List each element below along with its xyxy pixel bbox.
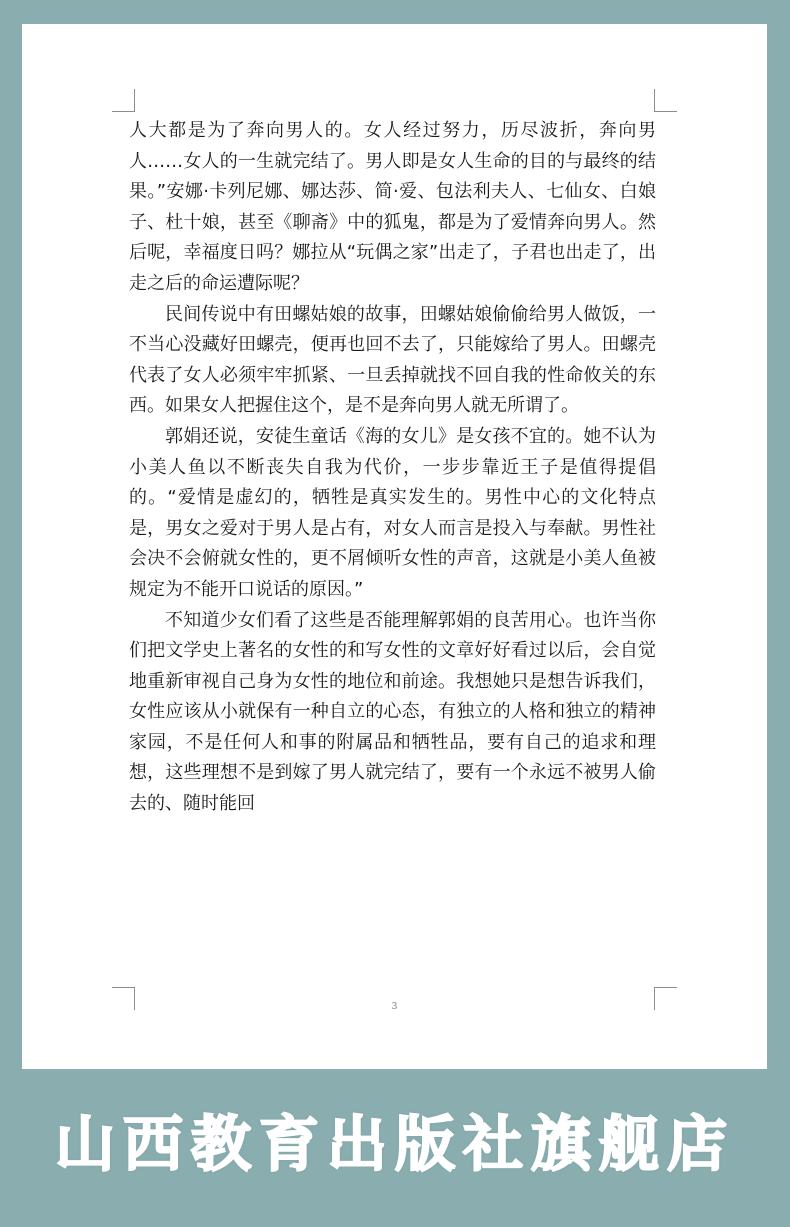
paragraph-4: 不知道少女们看了这些是否能理解郭娟的良苦用心。也许当你们把文学史上著名的女性的和写女性的文章好好看过以后，会自觉地重新审视自己身为女性的地位和前途。我想她只是想告诉我们，女性应该从小就保有一种自立的心态，有独立的人格和独立的精神家园，不是任何人和事的附属品和牺牲品，要有自己的追求和理想，这些理想不是到嫁了男人就完结了，要有一个永远不被男人偷去的、随时能回 [129, 609, 656, 815]
top-left-margin-mark [112, 89, 135, 112]
store-banner: 山西教育出版社旗舰店 [55, 1110, 735, 1180]
paragraph-1: 人大都是为了奔向男人的。女人经过努力，历尽波折，奔向男人……女人的一生就完结了。男人即是女人生命的目的与最终的结果。”安娜·卡列尼娜、娜达莎、简·爱、包法利夫人、七仙女、白娘子、杜十娘，甚至《聊斋》中的狐鬼，都是为了爱情奔向男人。然后呢，幸福度日吗？娜拉从“玩偶之家”出走了，子君也出走了，出走之后的命运遭际呢？ [129, 120, 656, 294]
body-text [129, 116, 656, 820]
document-page [22, 24, 767, 1069]
paragraph-2: 民间传说中有田螺姑娘的故事，田螺姑娘偷偷给男人做饭，一不当心没藏好田螺壳，便再也回不去了，只能嫁给了男人。田螺壳代表了女人必须牢牢抓紧、一旦丢掉就找不回自我的性命攸关的东西。如果女人把握住这个，是不是奔向男人就无所谓了。 [129, 303, 656, 417]
top-right-margin-mark [654, 89, 677, 112]
paragraph-3: 郭娟还说，安徒生童话《海的女儿》是女孩不宜的。她不认为小美人鱼以不断丧失自我为代价，一步步靠近王子是值得提倡的。“爱情是虚幻的，牺牲是真实发生的。男性中心的文化特点是，男女之爱对于男人是占有，对女人而言是投入与奉献。男性社会决不会俯就女性的，更不屑倾听女性的声音，这就是小美人鱼被规定为不能开口说话的原因。” [129, 425, 656, 600]
page-number: 3 [391, 1002, 398, 1012]
